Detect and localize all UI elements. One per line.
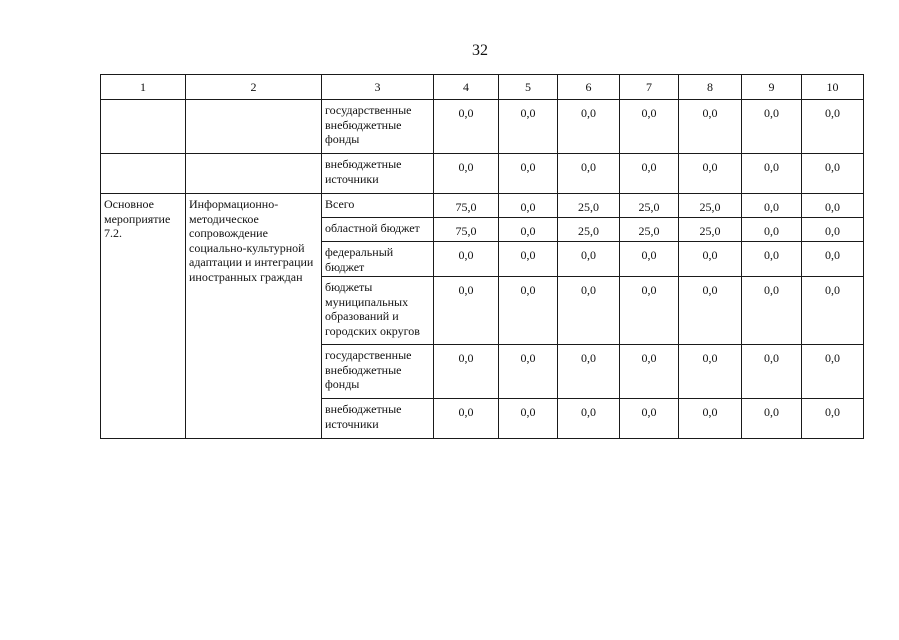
- value-cell: 0,0: [499, 100, 558, 154]
- header-cell: 6: [558, 75, 620, 100]
- value-cell: 0,0: [620, 100, 679, 154]
- value-cell: 0,0: [558, 154, 620, 194]
- value-cell: 0,0: [499, 242, 558, 277]
- value-cell: 0,0: [679, 345, 742, 399]
- value-cell: 0,0: [679, 154, 742, 194]
- funding-source-cell: государственные внебюджетные фонды: [322, 100, 434, 154]
- value-cell: 25,0: [558, 194, 620, 218]
- funding-source-cell: областной бюджет: [322, 218, 434, 242]
- value-cell: 25,0: [620, 194, 679, 218]
- value-cell: 0,0: [620, 154, 679, 194]
- value-cell: 0,0: [679, 277, 742, 345]
- value-cell: 0,0: [802, 399, 864, 439]
- value-cell: 0,0: [620, 277, 679, 345]
- value-cell: 0,0: [499, 277, 558, 345]
- value-cell: 0,0: [742, 399, 802, 439]
- value-cell: 25,0: [679, 218, 742, 242]
- header-cell: 10: [802, 75, 864, 100]
- funding-source-cell: Всего: [322, 194, 434, 218]
- value-cell: 0,0: [499, 345, 558, 399]
- table-header-row: [101, 75, 864, 100]
- value-cell: 0,0: [742, 154, 802, 194]
- value-cell: 75,0: [434, 194, 499, 218]
- funding-source-cell: федеральный бюджет: [322, 242, 434, 277]
- value-cell: 25,0: [558, 218, 620, 242]
- header-cell: 4: [434, 75, 499, 100]
- table-row: [101, 154, 864, 194]
- measure-description-cell: Информационно-методическое сопровождение социально-культурной адаптации и интеграции иностранных граждан: [186, 194, 322, 439]
- value-cell: 0,0: [742, 345, 802, 399]
- value-cell: 0,0: [434, 277, 499, 345]
- empty-cell: [186, 100, 322, 154]
- value-cell: 0,0: [742, 277, 802, 345]
- funding-source-cell: государственные внебюджетные фонды: [322, 345, 434, 399]
- header-cell: 5: [499, 75, 558, 100]
- value-cell: 0,0: [742, 218, 802, 242]
- value-cell: 0,0: [558, 399, 620, 439]
- value-cell: 0,0: [558, 345, 620, 399]
- value-cell: 0,0: [499, 218, 558, 242]
- header-cell: 2: [186, 75, 322, 100]
- value-cell: 0,0: [434, 154, 499, 194]
- value-cell: 0,0: [802, 242, 864, 277]
- funding-source-cell: бюджеты муниципальных образований и городских округов: [322, 277, 434, 345]
- value-cell: 0,0: [434, 345, 499, 399]
- value-cell: 25,0: [620, 218, 679, 242]
- empty-cell: [186, 154, 322, 194]
- value-cell: 0,0: [499, 154, 558, 194]
- measure-number-cell: Основное мероприятие 7.2.: [101, 194, 186, 439]
- value-cell: 0,0: [558, 100, 620, 154]
- value-cell: 0,0: [620, 345, 679, 399]
- value-cell: 0,0: [679, 242, 742, 277]
- value-cell: 25,0: [679, 194, 742, 218]
- header-cell: 8: [679, 75, 742, 100]
- value-cell: 0,0: [742, 100, 802, 154]
- funding-source-cell: внебюджетные источники: [322, 154, 434, 194]
- value-cell: 0,0: [742, 242, 802, 277]
- value-cell: 0,0: [802, 218, 864, 242]
- value-cell: 0,0: [434, 399, 499, 439]
- value-cell: 0,0: [434, 100, 499, 154]
- value-cell: 0,0: [742, 194, 802, 218]
- header-cell: 3: [322, 75, 434, 100]
- page-number: 32: [472, 42, 488, 59]
- budget-table: [100, 74, 864, 439]
- table-row: [101, 100, 864, 154]
- value-cell: 0,0: [558, 277, 620, 345]
- header-cell: 9: [742, 75, 802, 100]
- header-cell: 7: [620, 75, 679, 100]
- value-cell: 0,0: [499, 194, 558, 218]
- empty-cell: [101, 154, 186, 194]
- value-cell: 0,0: [802, 154, 864, 194]
- table-row: [101, 194, 864, 218]
- header-cell: 1: [101, 75, 186, 100]
- value-cell: 0,0: [499, 399, 558, 439]
- value-cell: 0,0: [434, 242, 499, 277]
- value-cell: 0,0: [558, 242, 620, 277]
- value-cell: 0,0: [802, 277, 864, 345]
- value-cell: 75,0: [434, 218, 499, 242]
- funding-source-cell: внебюджетные источники: [322, 399, 434, 439]
- value-cell: 0,0: [802, 345, 864, 399]
- value-cell: 0,0: [679, 100, 742, 154]
- value-cell: 0,0: [802, 100, 864, 154]
- value-cell: 0,0: [620, 242, 679, 277]
- empty-cell: [101, 100, 186, 154]
- value-cell: 0,0: [679, 399, 742, 439]
- value-cell: 0,0: [620, 399, 679, 439]
- value-cell: 0,0: [802, 194, 864, 218]
